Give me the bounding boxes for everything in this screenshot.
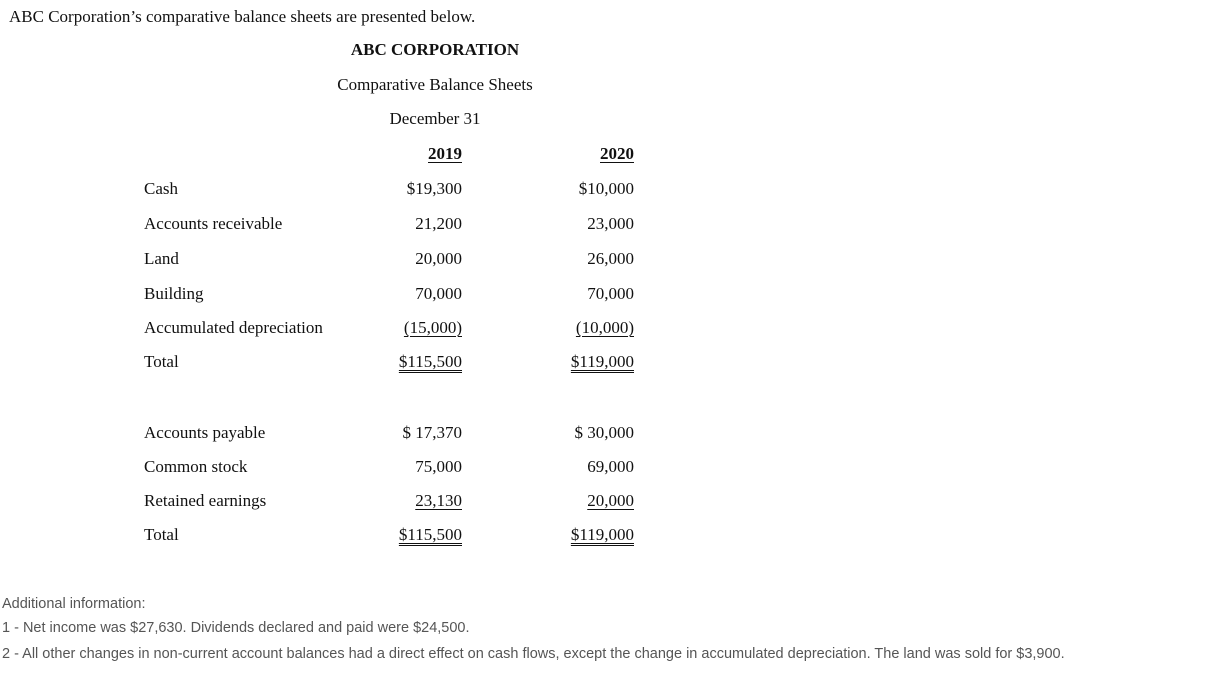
row-label: Cash [144,179,178,198]
table-row [144,284,636,308]
table-row [144,179,636,203]
value-2019: $19,300 [406,179,462,198]
intro-text: ABC Corporation’s comparative balance sheets are presented below. [9,7,476,26]
row-label: Land [144,249,179,268]
value-2020: $119,000 [570,525,634,544]
additional-item: 1 - Net income was $27,630. Dividends declared and paid were $24,500. [2,620,470,636]
row-label: Total [144,525,179,544]
value-2019: 70,000 [415,284,462,303]
table-row-total [144,352,636,376]
value-2020: $119,000 [570,352,634,371]
value-2019: 21,200 [415,214,462,233]
value-2019: $ 17,370 [402,423,462,442]
additional-item: 2 - All other changes in non-current account balances had a direct effect on cash flows, except the change in accumulated depreciation. The land was sold for $3,900. [2,646,1065,662]
value-2019: 23,130 [415,491,462,510]
table-row-total [144,525,636,549]
row-label: Accumulated depreciation [144,318,323,337]
column-header-2019: 2019 [428,144,462,163]
row-label: Retained earnings [144,491,267,510]
value-2019: 20,000 [415,249,462,268]
value-2020: 69,000 [587,457,634,476]
additional-heading: Additional information: [2,596,146,612]
value-2020: $10,000 [578,179,634,198]
table-row [144,423,636,447]
row-label: Common stock [144,457,248,476]
value-2020: 70,000 [587,284,634,303]
statement-title: Comparative Balance Sheets [337,75,533,94]
statement-date: December 31 [389,109,481,128]
row-label: Building [144,284,204,303]
row-label: Total [144,352,179,371]
value-2020: 20,000 [587,491,634,510]
table-row [144,249,636,273]
value-2019: (15,000) [403,318,462,337]
table-row [144,318,636,342]
value-2020: 23,000 [587,214,634,233]
value-2019: $115,500 [398,352,462,371]
value-2020: (10,000) [575,318,634,337]
table-row [144,214,636,238]
table-row [144,457,636,481]
value-2020: 26,000 [587,249,634,268]
value-2019: $115,500 [398,525,462,544]
company-name: ABC CORPORATION [350,40,520,59]
row-label: Accounts payable [144,423,266,442]
table-row [144,491,636,515]
value-2020: $ 30,000 [574,423,634,442]
value-2019: 75,000 [415,457,462,476]
column-header-2020: 2020 [600,144,634,163]
row-label: Accounts receivable [144,214,283,233]
